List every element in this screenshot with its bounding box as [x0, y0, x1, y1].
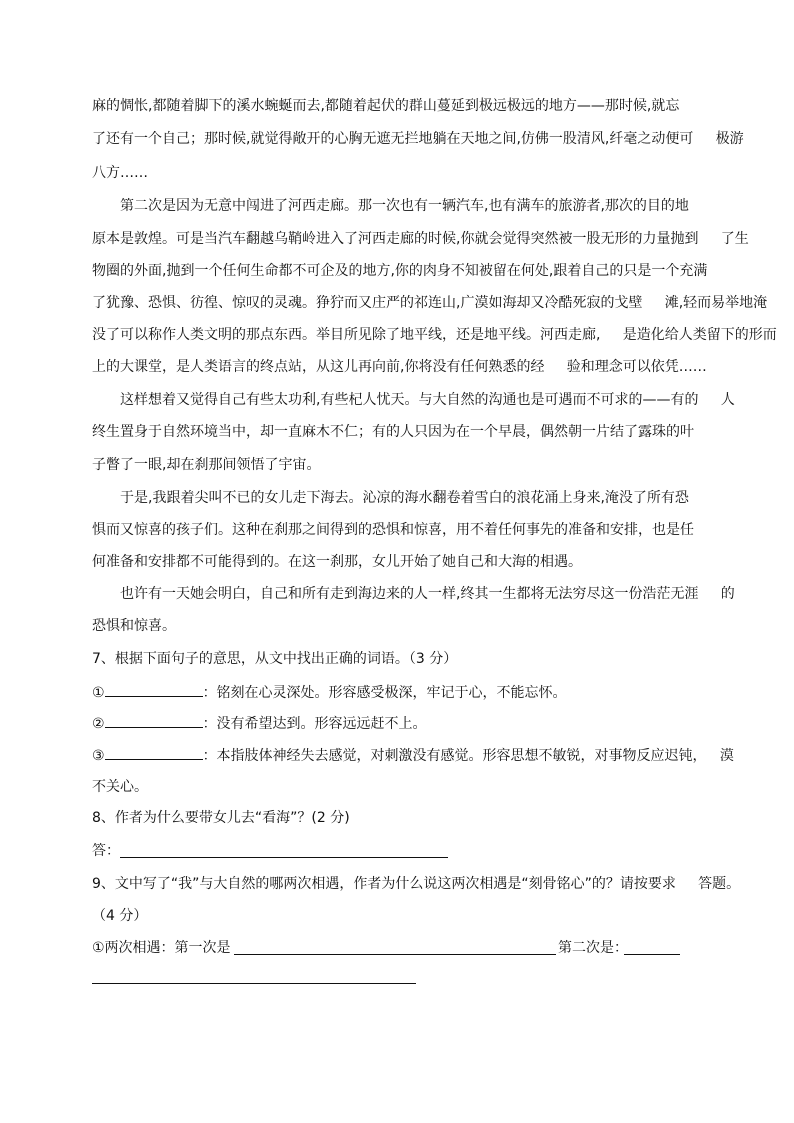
question-7-item-3 [92, 745, 734, 766]
question-9-continuation-line[interactable] [92, 983, 416, 984]
passage-line: 这样想着又觉得自己有些太功利,有些杞人忧天。与大自然的沟通也是可遇而不可求的——有的 人 [120, 392, 735, 408]
question-7-continuation: 不关心。 [92, 779, 148, 795]
item-definition: ：铭刻在心灵深处。形容感受极深，牢记于心，不能忘怀。 [202, 685, 567, 701]
passage-line: 惧而又惊喜的孩子们。这种在刹那之间得到的恐惧和惊喜，用不着任何事先的准备和安排，也是任 [92, 522, 694, 538]
question-9-title: 9、文中写了“我”与大自然的哪两次相遇，作者为什么说这两次相遇是“刻骨铭心”的？请按要求 答题。 [92, 876, 741, 892]
answer-blank-2[interactable] [105, 713, 203, 728]
item-definition: ：本指肢体神经失去感觉，对刺激没有感觉。形容思想不敏锐，对事物反应迟钝， 漠 [202, 748, 734, 764]
passage-line: 上的大课堂，是人类语言的终点站，从这儿再向前,你将没有任何熟悉的经 验和理念可以依凭…… [92, 359, 707, 375]
passage-line: 于是,我跟着尖叫不已的女儿走下海去。沁凉的海水翻卷着雪白的浪花涌上身来,淹没了所有恐 [120, 490, 689, 506]
passage-line: 物圈的外面,抛到一个任何生命都不可企及的地方,你的肉身不知被留在何处,跟着自己的只是一个充满 [92, 263, 708, 279]
question-7-item-1 [92, 682, 567, 703]
question-8-answer-line[interactable] [120, 857, 448, 858]
question-9-first-answer-line[interactable] [234, 954, 556, 955]
passage-line: 八方…… [92, 165, 148, 181]
item-number: ② [92, 716, 105, 732]
item-definition: ：没有希望达到。形容远远赶不上。 [202, 716, 427, 732]
passage-line: 恐惧和惊喜。 [92, 618, 176, 634]
question-7-title: 7、根据下面句子的意思，从文中找出正确的词语。（3 分） [92, 651, 458, 667]
question-9-first-label: ①两次相遇：第一次是 [92, 940, 231, 956]
passage-line: 子瞥了一眼,却在刹那间领悟了宇宙。 [92, 457, 321, 473]
passage-line: 第二次是因为无意中闯进了河西走廊。那一次也有一辆汽车,也有满车的旅游者,那次的目的地 [120, 198, 689, 214]
passage-line: 麻的惆怅,都随着脚下的溪水蜿蜒而去,都随着起伏的群山蔓延到极远极远的地方——那时候,就忘 [92, 98, 680, 114]
passage-line: 了犹豫、恐惧、彷徨、惊叹的灵魂。狰狞而又庄严的祁连山,广漠如海却又冷酷死寂的戈壁 滩,轻而易举地淹 [92, 295, 768, 311]
question-9-second-answer-line[interactable] [624, 954, 680, 955]
passage-line: 也许有一天她会明白，自己和所有走到海边来的人一样,终其一生都将无法穷尽这一份浩茫无涯 的 [120, 586, 735, 602]
question-9-score: （4 分） [92, 908, 148, 924]
question-8-answer-label: 答： [92, 843, 120, 859]
passage-line: 了还有一个自己；那时候,就觉得敞开的心胸无遮无拦地躺在天地之间,仿佛一股清风,纤毫之动便可 极游 [92, 131, 744, 147]
passage-line: 何准备和安排都不可能得到的。在这一刹那，女儿开始了她自己和大海的相遇。 [92, 554, 582, 570]
passage-line: 原本是敦煌。可是当汽车翻越乌鞘岭进入了河西走廊的时候,你就会觉得突然被一股无形的力量抛到 了生 [92, 231, 749, 247]
answer-blank-3[interactable] [105, 745, 203, 760]
item-number: ③ [92, 748, 105, 764]
answer-blank-1[interactable] [105, 682, 203, 697]
question-8-title: 8、作者为什么要带女儿去“看海”？(2 分) [92, 810, 350, 826]
question-9-second-label: 第二次是： [558, 940, 628, 956]
passage-line: 终生置身于自然环境当中，却一直麻木不仁；有的人只因为在一个早晨，偶然朝一片结了露珠的叶 [92, 424, 694, 440]
question-7-item-2 [92, 713, 427, 734]
item-number: ① [92, 685, 105, 701]
passage-line: 没了可以称作人类文明的那点东西。举目所见除了地平线，还是地平线。河西走廊, 是造化给人类留下的形而 [92, 327, 777, 343]
